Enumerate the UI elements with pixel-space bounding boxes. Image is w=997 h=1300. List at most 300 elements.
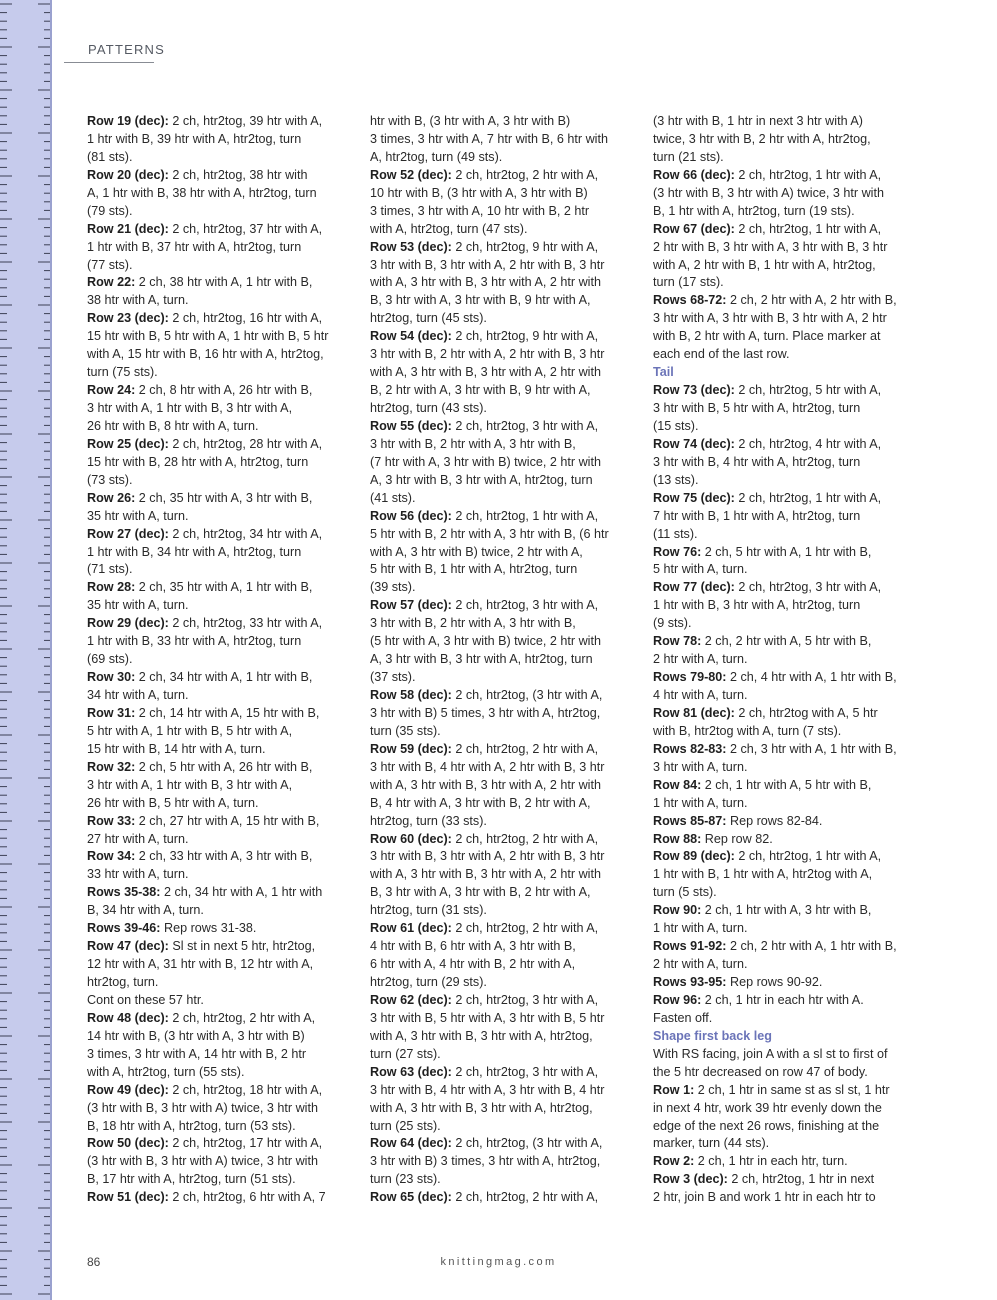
row-instruction: in next 4 htr, work 39 htr evenly down the [653,1100,882,1115]
row-instruction: 1 htr with B, 34 htr with A, htr2tog, turn [87,544,302,559]
row-instruction: 3 times, 3 htr with A, 14 htr with B, 2 htr [87,1046,307,1061]
pattern-line [653,544,908,562]
row-instruction: twice, 3 htr with B, 2 htr with A, htr2tog, [653,131,871,146]
row-instruction: with A, 3 htr with B) twice, 2 htr with A, [370,544,583,559]
pattern-line [653,938,908,956]
pattern-line [370,974,625,992]
row-instruction: 2 ch, htr2tog, 3 htr with A, [734,580,882,595]
pattern-line [370,1118,625,1136]
row-instruction: 2 htr with A, turn. [653,652,748,667]
row-label: Row 63 (dec): [370,1064,452,1079]
pattern-line [370,848,625,866]
pattern-line [653,1100,908,1118]
row-instruction: (41 sts). [370,490,416,505]
pattern-line [370,884,625,902]
row-label: Row 61 (dec): [370,921,452,936]
pattern-line [370,633,625,651]
row-label: Row 52 (dec): [370,167,452,182]
row-instruction: 2 ch, htr2tog, 37 htr with A, [168,221,323,236]
row-instruction: 2 ch, htr2tog, 1 htr with A, [734,221,882,236]
row-instruction: 12 htr with A, 31 htr with B, 12 htr with A, [87,957,314,972]
row-instruction: 26 htr with B, 5 htr with A, turn. [87,795,259,810]
row-instruction: 2 ch, htr2tog, 39 htr with A, [168,114,323,128]
pattern-line [87,741,342,759]
row-instruction: B, 17 htr with A, htr2tog, turn (51 sts). [87,1172,296,1187]
row-label: Row 32: [87,759,136,774]
row-instruction: turn (21 sts). [653,149,724,164]
pattern-line [653,346,908,364]
row-label: Rows 82-83: [653,741,727,756]
pattern-line [653,1118,908,1136]
row-instruction: Rep rows 31-38. [160,921,257,936]
row-label: Row 33: [87,813,136,828]
pattern-line [653,579,908,597]
row-instruction: 27 htr with A, turn. [87,831,189,846]
row-instruction: 3 htr with B, 2 htr with A, 3 htr with B, [370,616,576,631]
pattern-line [653,167,908,185]
row-instruction: 4 htr with B, 6 htr with A, 3 htr with B, [370,939,576,954]
pattern-line [370,579,625,597]
pattern-line [370,777,625,795]
row-instruction: B, 3 htr with A, 3 htr with B, 2 htr with A, [370,885,591,900]
row-instruction: 3 htr with B, 4 htr with A, 3 htr with B, 4 htr [370,1082,605,1097]
row-instruction: 1 htr with B, 37 htr with A, htr2tog, turn [87,239,302,254]
row-instruction: htr with B, (3 htr with A, 3 htr with B) [370,114,571,128]
row-instruction: 3 htr with B, 5 htr with A, htr2tog, turn [653,401,861,415]
row-instruction: B, 4 htr with A, 3 htr with B, 2 htr with A, [370,795,591,810]
pattern-line [653,974,908,992]
row-instruction: 33 htr with A, turn. [87,867,189,882]
row-instruction: 3 htr with B, 3 htr with A, 2 htr with B, 3 htr [370,849,605,864]
pattern-line [653,831,908,849]
pattern-line [87,221,342,239]
pattern-line [87,651,342,669]
pattern-line [370,741,625,759]
pattern-line [370,813,625,831]
row-instruction: B, 18 htr with A, htr2tog, turn (53 sts). [87,1118,296,1133]
row-instruction: 2 ch, htr2tog, 3 htr with A, [451,598,599,613]
pattern-line [653,866,908,884]
row-instruction: 2 ch, htr2tog, 5 htr with A, [734,383,882,398]
row-instruction: 14 htr with B, (3 htr with A, 3 htr with B) [87,1028,305,1043]
row-label: Row 78: [653,634,702,649]
row-instruction: 2 ch, 38 htr with A, 1 htr with B, [135,275,313,290]
pattern-line [87,1010,342,1028]
pattern-line [653,759,908,777]
row-instruction: htr2tog, turn (43 sts). [370,401,487,415]
pattern-line [87,113,342,131]
pattern-line [653,418,908,436]
row-instruction: 2 ch, htr2tog, 2 htr with A, [451,831,599,846]
row-instruction: 6 htr with A, 4 htr with B, 2 htr with A, [370,957,576,972]
page-number: 86 [87,1255,101,1269]
pattern-line [653,257,908,275]
row-label: Row 56 (dec): [370,508,452,523]
pattern-line [87,1118,342,1136]
row-instruction: 1 htr with A, turn. [653,921,748,936]
row-label: Rows 39-46: [87,921,161,936]
pattern-line [653,221,908,239]
pattern-line [87,1171,342,1189]
pattern-line [87,920,342,938]
row-label: Row 3 (dec): [653,1172,728,1187]
row-instruction: (37 sts). [370,670,416,685]
pattern-line [370,544,625,562]
pattern-line [370,723,625,741]
pattern-line [87,1082,342,1100]
pattern-line [87,705,342,723]
row-instruction: 3 htr with B, 3 htr with A, 2 htr with B, 3 htr [370,257,605,272]
row-instruction: 2 htr with A, turn. [653,957,748,972]
pattern-line [87,239,342,257]
row-instruction: 2 ch, htr2tog, 34 htr with A, [168,526,323,541]
row-instruction: A, 3 htr with B, 3 htr with A, htr2tog, turn [370,472,593,487]
ruler-edge [50,0,52,1300]
row-label: Row 81 (dec): [653,705,735,720]
pattern-line [87,418,342,436]
row-label: Row 2: [653,1154,695,1169]
text-column-3 [653,113,908,1207]
pattern-line [370,203,625,221]
row-instruction: 3 htr with A, turn. [653,759,748,774]
row-label: Row 67 (dec): [653,221,735,236]
pattern-line [87,1046,342,1064]
row-instruction: 2 ch, 35 htr with A, 3 htr with B, [135,490,313,505]
row-instruction: 2 ch, htr2tog, (3 htr with A, [451,688,603,702]
row-instruction: edge of the next 26 rows, finishing at the [653,1118,880,1133]
pattern-line [370,1082,625,1100]
row-instruction: 3 htr with A, 1 htr with B, 3 htr with A, [87,777,293,792]
pattern-line [87,633,342,651]
pattern-line [87,490,342,508]
pattern-line [370,131,625,149]
pattern-line [87,1028,342,1046]
pattern-line [653,651,908,669]
row-label: Row 24: [87,383,136,398]
row-instruction: 2 ch, htr2tog, (3 htr with A, [451,1136,603,1151]
pattern-line [87,1100,342,1118]
row-instruction: B, 1 htr with A, htr2tog, turn (19 sts). [653,203,855,218]
row-instruction: 3 htr with B) 3 times, 3 htr with A, htr2tog, [370,1154,601,1169]
pattern-line [370,938,625,956]
row-instruction: (69 sts). [87,652,133,667]
pattern-line [653,597,908,615]
pattern-line [370,257,625,275]
row-label: Rows 91-92: [653,939,727,954]
pattern-line [370,382,625,400]
pattern-line [370,167,625,185]
row-instruction: marker, turn (44 sts). [653,1136,770,1151]
row-instruction: 5 htr with B, 1 htr with A, htr2tog, turn [370,562,578,577]
row-label: Rows 79-80: [653,670,727,685]
row-instruction: 38 htr with A, turn. [87,293,189,308]
pattern-line [87,992,342,1010]
row-label: Row 23 (dec): [87,311,169,326]
pattern-line [87,454,342,472]
pattern-line [370,651,625,669]
row-instruction: htr2tog, turn (45 sts). [370,311,487,326]
row-instruction: 3 times, 3 htr with A, 10 htr with B, 2 htr [370,203,590,218]
row-instruction: 2 ch, htr2tog, 1 htr with A, [734,849,882,864]
row-instruction: B, 34 htr with A, turn. [87,903,204,918]
pattern-line [653,400,908,418]
row-instruction: 1 htr with B, 39 htr with A, htr2tog, turn [87,131,302,146]
row-instruction: 2 ch, htr2tog, 2 htr with A, [168,1010,316,1025]
row-label: Row 20 (dec): [87,167,169,182]
pattern-line [370,328,625,346]
row-instruction: 3 htr with B, 2 htr with A, 3 htr with B, [370,436,576,451]
row-label: Row 59 (dec): [370,741,452,756]
pattern-line [87,400,342,418]
row-label: Row 27 (dec): [87,526,169,541]
page-ruler [0,0,52,1300]
pattern-line [653,705,908,723]
row-instruction: 2 ch, 34 htr with A, 1 htr with B, [135,670,313,685]
pattern-line [653,633,908,651]
pattern-line [87,1064,342,1082]
row-instruction: 15 htr with B, 14 htr with A, turn. [87,741,266,756]
pattern-line [87,1189,342,1207]
row-instruction: 34 htr with A, turn. [87,688,189,702]
pattern-line [653,310,908,328]
pattern-line [653,813,908,831]
row-label: Row 31: [87,705,136,720]
pattern-line [87,328,342,346]
row-label: Row 90: [653,903,702,918]
pattern-line [87,561,342,579]
row-label: Rows 93-95: [653,975,727,989]
row-instruction: with A, 3 htr with B, 3 htr with A, 2 htr with [370,867,601,882]
pattern-line [87,866,342,884]
pattern-line [370,705,625,723]
pattern-line [87,274,342,292]
row-label: Row 66 (dec): [653,167,735,182]
pattern-line [87,131,342,149]
pattern-line [653,1064,908,1082]
pattern-line [653,723,908,741]
row-label: Row 21 (dec): [87,221,169,236]
row-instruction: with B, htr2tog with A, turn (7 sts). [653,723,842,738]
row-instruction: 3 htr with B, 2 htr with A, 2 htr with B, 3 htr [370,347,605,362]
pattern-line [370,292,625,310]
row-instruction: 2 ch, htr2tog, 6 htr with A, 7 [168,1190,326,1205]
row-instruction: 15 htr with B, 5 htr with A, 1 htr with B, 5 htr [87,329,329,344]
row-label: Row 73 (dec): [653,383,735,398]
pattern-line [370,526,625,544]
row-instruction: with A, htr2tog, turn (47 sts). [370,221,528,236]
pattern-line [87,956,342,974]
row-instruction: 3 htr with B, 4 htr with A, 2 htr with B, 3 htr [370,759,605,774]
pattern-line [653,1046,908,1064]
row-instruction: (81 sts). [87,149,133,164]
pattern-line [370,992,625,1010]
pattern-line [370,185,625,203]
row-label: Row 77 (dec): [653,580,735,595]
row-instruction: (3 htr with B, 1 htr in next 3 htr with A) [653,114,863,128]
pattern-line [87,149,342,167]
row-instruction: (79 sts). [87,203,133,218]
row-instruction: (77 sts). [87,257,133,272]
row-instruction: with A, 15 htr with B, 16 htr with A, htr2tog, [87,347,324,362]
pattern-line [87,167,342,185]
pattern-line [370,1171,625,1189]
pattern-line [87,508,342,526]
row-label: Row 55 (dec): [370,418,452,433]
row-instruction: each end of the last row. [653,347,790,362]
row-label: Row 48 (dec): [87,1010,169,1025]
pattern-line [653,113,908,131]
pattern-line [370,364,625,382]
row-label: Rows 35-38: [87,885,161,900]
pattern-line [653,920,908,938]
pattern-line [370,669,625,687]
row-instruction: turn (23 sts). [370,1172,441,1187]
pattern-line [653,741,908,759]
row-instruction: turn (5 sts). [653,885,717,900]
pattern-line [370,956,625,974]
pattern-line [87,472,342,490]
pattern-line [370,239,625,257]
pattern-line [87,526,342,544]
row-instruction: 2 ch, 2 htr with A, 1 htr with B, [726,939,897,954]
row-instruction: 3 htr with B, 4 htr with A, htr2tog, turn [653,454,861,469]
row-instruction: (3 htr with B, 3 htr with A) twice, 3 htr with [653,185,884,200]
row-instruction: (3 htr with B, 3 htr with A) twice, 3 htr with [87,1100,318,1115]
row-instruction: 10 htr with B, (3 htr with A, 3 htr with B) [370,185,588,200]
pattern-line [370,472,625,490]
pattern-line [653,185,908,203]
pattern-line [87,687,342,705]
row-instruction: 2 ch, 5 htr with A, 1 htr with B, [701,544,872,559]
row-instruction: with A, 3 htr with B, 3 htr with A, 2 htr with [370,777,601,792]
row-instruction: with A, 3 htr with B, 3 htr with A, 2 htr with [370,275,601,290]
row-instruction: 2 ch, htr2tog, 2 htr with A, [451,167,599,182]
pattern-line [87,902,342,920]
row-instruction: 1 htr with B, 33 htr with A, htr2tog, turn [87,634,302,649]
row-instruction: 2 ch, htr2tog, 3 htr with A, [451,1064,599,1079]
row-instruction: 3 times, 3 htr with A, 7 htr with B, 6 htr with [370,131,608,146]
pattern-line [87,382,342,400]
pattern-line [370,346,625,364]
row-instruction: 2 ch, htr2tog, 1 htr with A, [451,508,599,523]
row-instruction: 2 ch, htr2tog, 18 htr with A, [168,1082,323,1097]
pattern-line [87,544,342,562]
row-instruction: (73 sts). [87,472,133,487]
row-instruction: turn (27 sts). [370,1046,441,1061]
row-instruction: (11 sts). [653,526,698,541]
row-instruction: A, 1 htr with B, 38 htr with A, htr2tog, turn [87,185,317,200]
pattern-line [653,992,908,1010]
row-instruction: 3 htr with B, 5 htr with A, 3 htr with B, 5 htr [370,1010,605,1025]
pattern-line [87,257,342,275]
row-instruction: htr2tog, turn. [87,975,159,989]
row-label: Row 65 (dec): [370,1190,452,1205]
row-instruction: 2 ch, 1 htr in each htr with A. [701,992,864,1007]
row-instruction: 2 ch, 14 htr with A, 15 htr with B, [135,705,320,720]
pattern-line [370,920,625,938]
row-instruction: (39 sts). [370,580,416,595]
row-label: Row 26: [87,490,136,505]
pattern-line [87,848,342,866]
row-instruction: with A, htr2tog, turn (55 sts). [87,1064,245,1079]
row-label: Row 25 (dec): [87,436,169,451]
row-instruction: B, 2 htr with A, 3 htr with B, 9 htr with A, [370,383,591,398]
row-instruction: 2 ch, 1 htr with A, 3 htr with B, [701,903,872,918]
pattern-line [653,902,908,920]
row-label: Row 75 (dec): [653,490,735,505]
row-instruction: 1 htr with A, turn. [653,795,748,810]
row-instruction: (9 sts). [653,616,692,631]
row-instruction: 2 ch, 33 htr with A, 3 htr with B, [135,849,313,864]
row-label: Row 62 (dec): [370,992,452,1007]
row-instruction: with B, 2 htr with A, turn. Place marker at [653,329,881,344]
row-instruction: 35 htr with A, turn. [87,508,189,523]
row-instruction: 2 htr with B, 3 htr with A, 3 htr with B, 3 htr [653,239,888,254]
pattern-line [370,615,625,633]
row-instruction: 1 htr with B, 1 htr with A, htr2tog with A, [653,867,873,882]
pattern-line [653,956,908,974]
row-instruction: with A, 3 htr with B, 3 htr with A, htr2tog, [370,1100,593,1115]
row-label: Row 58 (dec): [370,688,452,702]
pattern-line [370,831,625,849]
pattern-line [653,274,908,292]
row-instruction: 2 ch, 2 htr with A, 2 htr with B, [726,293,897,308]
row-instruction: 4 htr with A, turn. [653,688,748,702]
row-instruction: 2 ch, htr2tog, 3 htr with A, [451,992,599,1007]
pattern-line [370,687,625,705]
pattern-line [653,526,908,544]
pattern-line [87,938,342,956]
pattern-line [370,310,625,328]
row-instruction: 2 ch, htr2tog, 9 htr with A, [451,329,599,344]
row-instruction: 2 ch, 35 htr with A, 1 htr with B, [135,580,313,595]
pattern-line [370,149,625,167]
pattern-line [370,1100,625,1118]
row-instruction: 2 ch, 1 htr with A, 5 htr with B, [701,777,872,792]
pattern-line [87,795,342,813]
pattern-line [87,884,342,902]
pattern-line [370,902,625,920]
pattern-line [653,203,908,221]
ruler-ticks [0,0,52,1300]
pattern-line [370,1010,625,1028]
row-instruction: 2 ch, htr2tog, 1 htr with A, [734,167,882,182]
row-label: Row 57 (dec): [370,598,452,613]
row-instruction: 2 ch, htr2tog, 9 htr with A, [451,239,599,254]
pattern-line [370,597,625,615]
pattern-line [370,1153,625,1171]
row-instruction: 2 ch, 5 htr with A, 26 htr with B, [135,759,313,774]
row-label: Row 22: [87,275,136,290]
pattern-line [370,221,625,239]
row-instruction: (5 htr with A, 3 htr with B) twice, 2 htr with [370,634,601,649]
pattern-line [653,454,908,472]
row-instruction: 2 ch, 1 htr in each htr, turn. [694,1154,848,1169]
pattern-line [87,759,342,777]
row-instruction: 2 ch, 3 htr with A, 1 htr with B, [726,741,897,756]
pattern-line [87,615,342,633]
row-instruction: htr2tog, turn (31 sts). [370,903,487,918]
row-instruction: (13 sts). [653,472,699,487]
pattern-line [370,508,625,526]
pattern-line [653,472,908,490]
row-instruction: 2 ch, 27 htr with A, 15 htr with B, [135,813,320,828]
row-instruction: 5 htr with A, turn. [653,562,748,577]
pattern-line [87,723,342,741]
row-instruction: 3 htr with B) 5 times, 3 htr with A, htr2tog, [370,705,601,720]
row-label: Rows 85-87: [653,813,727,828]
pattern-line [370,1135,625,1153]
